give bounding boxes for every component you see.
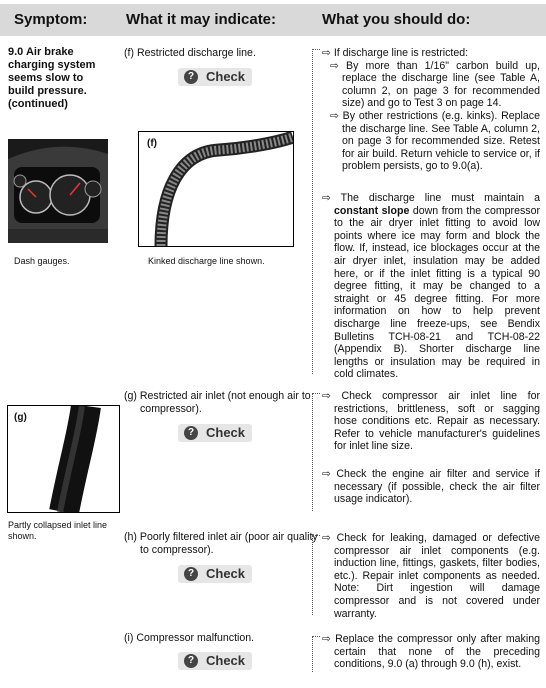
connector-i bbox=[312, 636, 320, 637]
indicate-h: (h) Poorly filtered inlet air (poor air quality to compressor). bbox=[124, 531, 318, 556]
dash-gauges-photo bbox=[8, 139, 108, 243]
discharge-photo-label: (f) bbox=[147, 138, 157, 149]
indicate-f: (f) Restricted discharge line. bbox=[124, 47, 256, 59]
action-f-1b: ⇨ By other restrictions (e.g. kinks). Replace the discharge line. See Table A, column 2, on page 3 for recommended size. Retest for air build. Return vehicle to service or, if problem persists, go to 9.0(a). bbox=[330, 109, 540, 173]
header-todo: What you should do: bbox=[322, 11, 471, 28]
check-button-g[interactable]: ? Check bbox=[178, 424, 252, 442]
actions-f-2 bbox=[322, 192, 540, 381]
indicate-i: (i) Compressor malfunction. bbox=[124, 632, 255, 644]
action-h-1: ⇨ Check for leaking, damaged or defective compressor air inlet components (e.g. induction line, fittings, gaskets, filter bodies, etc.). Repair inlet components as needed. Note: Dirt ingestion will damage compressor and is not covered under warranty. bbox=[322, 532, 540, 620]
action-f-2: ⇨ The discharge line must maintain a constant slope down from the compressor to the air dryer inlet fitting to avoid low points where ice may form and block the flow. If, instead, ice blockages occur at the air dryer inlet, insulation may be added here, or if the inlet fitting is a typical 90 degree fitting, it may be changed to a straight or 45 degree fitting. For more information on how to help prevent discharge line freeze-ups, see Bendix Bulletins TCH-08-21 and TCH-08-22 (Appendix B). Shorter discharge line lengths or insulation may be required in cold climates. bbox=[322, 192, 540, 381]
indicate-g: (g) Restricted air inlet (not enough air to compressor). bbox=[124, 390, 311, 415]
header-symptom: Symptom: bbox=[14, 11, 88, 28]
symptom-text: 9.0 Air brake charging system seems slow to build pressure. (continued) bbox=[8, 46, 96, 110]
action-g-2: ⇨ Check the engine air filter and service if necessary (if possible, check the air filter usage indicator). bbox=[322, 468, 540, 506]
bracket-g bbox=[312, 393, 313, 511]
connector-g bbox=[312, 393, 320, 394]
discharge-line-caption: Kinked discharge line shown. bbox=[148, 256, 265, 266]
inlet-photo-label: (g) bbox=[14, 412, 27, 423]
question-icon: ? bbox=[184, 567, 198, 581]
actions-g bbox=[322, 390, 540, 453]
actions-i bbox=[322, 633, 540, 671]
bracket-i bbox=[312, 636, 313, 672]
question-icon: ? bbox=[184, 70, 198, 84]
check-button-i[interactable]: ? Check bbox=[178, 652, 252, 670]
action-f-1a: ⇨ By more than 1/16" carbon build up, replace the discharge line (see Table A, column 2, on page 3 for recommended size) and go to Test 3 on page 14. bbox=[330, 59, 540, 110]
actions-f bbox=[322, 47, 540, 173]
discharge-line-photo bbox=[138, 131, 294, 247]
inlet-line-caption: Partly collapsed inlet line shown. bbox=[8, 520, 108, 541]
action-g-1: ⇨ Check compressor air inlet line for restrictions, brittleness, soft or sagging hose conditions etc. Repair as necessary. Refer to vehicle manufacturer's guidelines for inlet line size. bbox=[322, 390, 540, 453]
table-header bbox=[0, 4, 546, 36]
bracket-h bbox=[312, 535, 313, 615]
actions-g-2 bbox=[322, 468, 540, 506]
check-button-h[interactable]: ? Check bbox=[178, 565, 252, 583]
connector-h bbox=[312, 535, 320, 536]
action-i-1: ⇨ Replace the compressor only after making certain that none of the preceding conditions, 9.0 (a) through 9.0 (h), exist. bbox=[322, 633, 540, 671]
question-icon: ? bbox=[184, 426, 198, 440]
check-button-f[interactable]: ? Check bbox=[178, 68, 252, 86]
dash-gauges-caption: Dash gauges. bbox=[14, 256, 70, 266]
action-f-1: ⇨ If discharge line is restricted: bbox=[322, 47, 469, 59]
question-icon: ? bbox=[184, 654, 198, 668]
header-indicate: What it may indicate: bbox=[126, 11, 277, 28]
inlet-line-photo bbox=[7, 405, 120, 513]
connector-f bbox=[312, 49, 320, 50]
bracket-f bbox=[312, 49, 313, 374]
actions-h bbox=[322, 532, 540, 620]
